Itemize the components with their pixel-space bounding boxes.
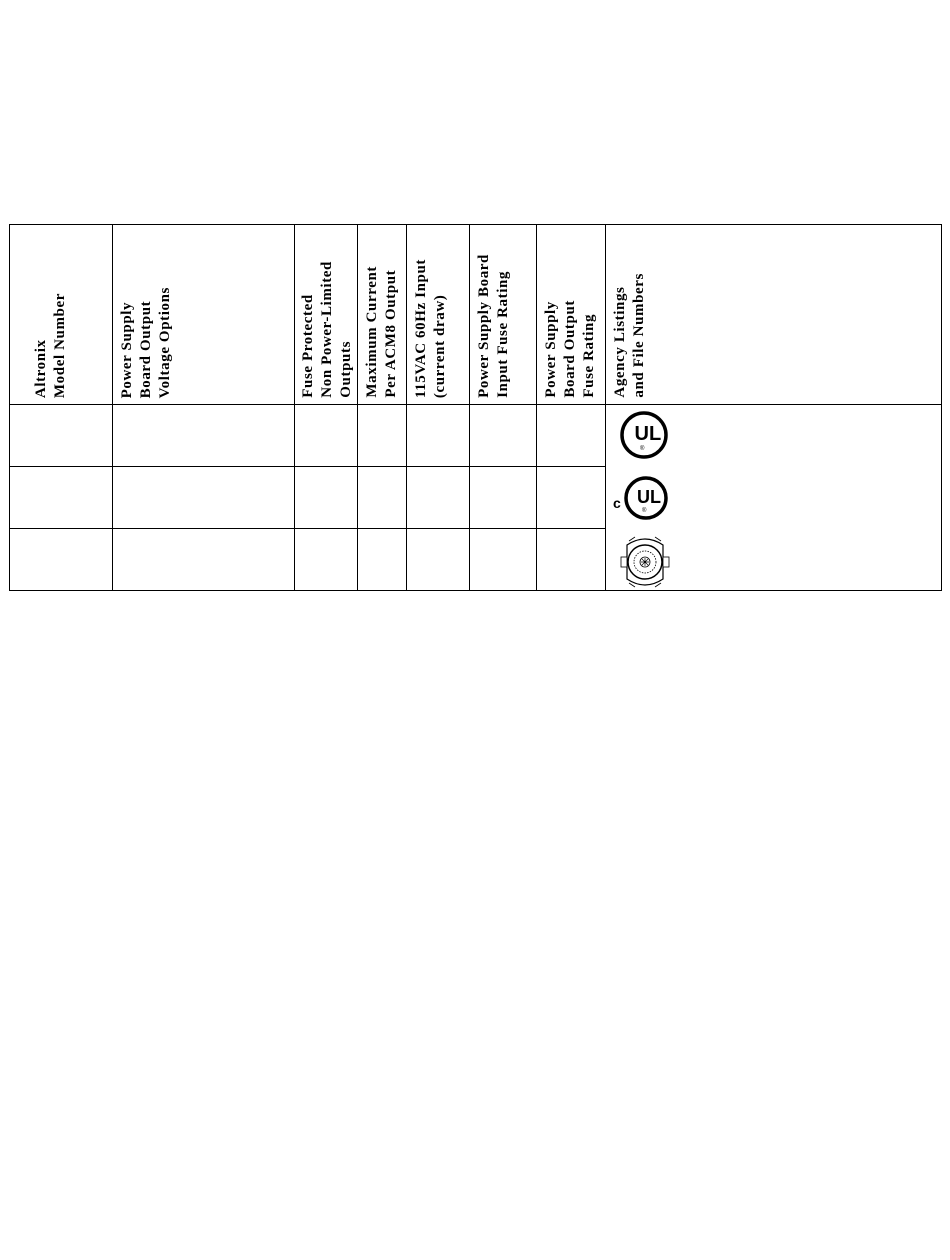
header-line: and File Numbers <box>631 273 647 398</box>
table-cell <box>537 529 606 591</box>
header-line: Board Output <box>562 300 578 398</box>
cul-logo-icon <box>612 473 672 523</box>
table-cell <box>358 405 407 467</box>
cul-logo-mark: ® <box>642 508 647 514</box>
table-row <box>10 405 942 467</box>
agency-logos-cell <box>606 405 942 591</box>
table-cell <box>358 529 407 591</box>
header-line: Power Supply <box>543 301 559 398</box>
header-line: Fuse Protected <box>300 294 316 398</box>
cul-logo-text: UL <box>637 487 661 507</box>
table-cell <box>295 405 358 467</box>
header-line: Agency Listings <box>612 286 628 398</box>
table-cell <box>407 405 470 467</box>
header-line: Input Fuse Rating <box>495 271 511 398</box>
header-line: 115VAC 60Hz Input <box>413 258 429 398</box>
table-cell <box>407 467 470 529</box>
header-line: Fuse Rating <box>581 314 597 398</box>
header-line: Voltage Options <box>157 286 173 398</box>
table-cell <box>358 467 407 529</box>
header-line: Outputs <box>338 341 354 398</box>
specification-table <box>9 224 941 591</box>
ul-logo-text: UL <box>634 423 662 445</box>
table-cell <box>295 529 358 591</box>
table-cell <box>113 529 295 591</box>
ul-logo-icon <box>619 410 669 460</box>
header-agency-listings <box>606 225 942 405</box>
header-model-number <box>10 225 113 405</box>
header-line: Board Output <box>138 300 154 398</box>
header-fuse-protected-outputs <box>295 225 358 405</box>
header-input-current <box>407 225 470 405</box>
table-cell <box>470 405 537 467</box>
table-cell <box>537 467 606 529</box>
table-cell <box>10 529 113 591</box>
header-output-fuse-rating <box>537 225 606 405</box>
cul-logo-prefix: c <box>613 495 621 511</box>
table-cell <box>10 467 113 529</box>
header-line: Maximum Current <box>364 266 380 398</box>
ul-logo-mark: ® <box>640 446 645 452</box>
table-cell <box>113 405 295 467</box>
table-cell <box>470 467 537 529</box>
header-voltage-options <box>113 225 295 405</box>
table-cell <box>407 529 470 591</box>
table-cell <box>113 467 295 529</box>
header-line: (current draw) <box>432 294 448 398</box>
table-cell <box>295 467 358 529</box>
header-line: Per ACM8 Output <box>383 270 399 398</box>
table-cell <box>10 405 113 467</box>
header-line: Model Number <box>52 292 68 398</box>
header-line: Power Supply Board <box>476 254 492 398</box>
header-input-fuse-rating <box>470 225 537 405</box>
table-cell <box>537 405 606 467</box>
header-line: Non Power-Limited <box>319 261 335 398</box>
table-cell <box>470 529 537 591</box>
header-row <box>10 225 942 405</box>
header-line: Power Supply <box>119 301 135 398</box>
header-line: Altronix <box>33 339 49 398</box>
csfm-seal-icon <box>619 535 671 589</box>
header-maximum-current <box>358 225 407 405</box>
